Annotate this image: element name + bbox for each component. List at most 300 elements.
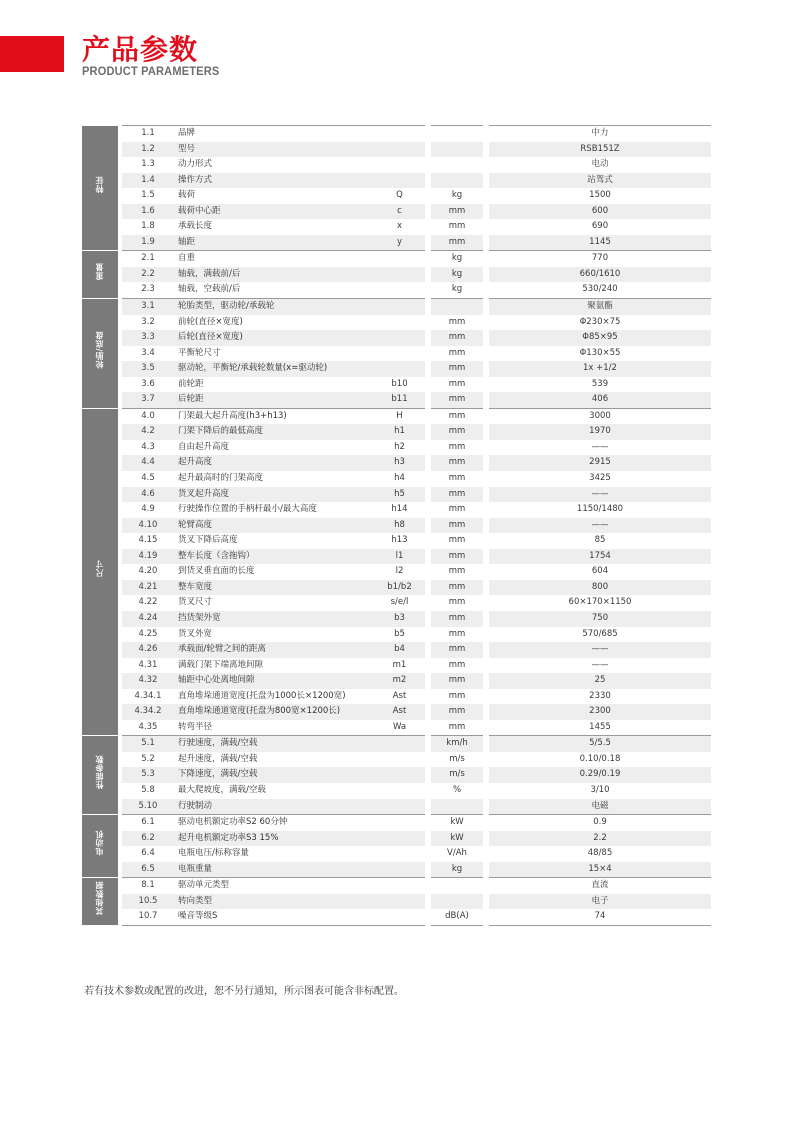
row-number: 4.19 — [122, 549, 174, 565]
row-parameter: 门架最大起升高度(h3+h13) — [174, 408, 374, 424]
row-number: 8.1 — [122, 878, 174, 894]
row-value: 3425 — [589, 473, 611, 484]
row-unit — [431, 157, 483, 173]
row-unit: mm — [448, 535, 466, 546]
table-row — [82, 471, 711, 487]
header-accent-bar — [0, 36, 64, 72]
row-unit: kg — [431, 862, 483, 878]
row-parameter: 整车长度（含拖钩） — [174, 549, 374, 565]
row-parameter: 后轮距 — [174, 392, 374, 408]
row-number: 1.8 — [141, 221, 155, 232]
row-symbol — [374, 767, 425, 783]
row-number: 5.3 — [122, 767, 174, 783]
row-value: 站驾式 — [489, 173, 711, 189]
row-value: 电子 — [489, 894, 711, 910]
row-symbol — [374, 799, 425, 815]
table-row — [82, 142, 711, 158]
row-value: 1x +1/2 — [489, 361, 711, 377]
row-value: 539 — [591, 378, 609, 389]
row-value: 406 — [489, 392, 711, 408]
table-row — [82, 157, 711, 173]
row-unit: mm — [431, 330, 483, 346]
row-parameter: 噪音等级S — [174, 909, 374, 925]
table-row — [82, 424, 711, 440]
table-row — [82, 815, 711, 831]
row-number: 4.34.1 — [134, 690, 162, 701]
row-parameter: 直角堆垛通道宽度(托盘为800宽×1200长) — [174, 704, 374, 720]
row-value: 530/240 — [582, 284, 618, 295]
row-parameter: 电瓶电压/标称容量 — [178, 848, 249, 859]
row-parameter: 行驶操作位置的手柄杆最小/最大高度 — [178, 504, 317, 515]
row-value: 15×4 — [489, 862, 711, 878]
row-unit — [431, 878, 483, 894]
table-row — [82, 720, 711, 736]
row-symbol: Ast — [374, 704, 425, 720]
row-parameter: 自由起升高度 — [178, 441, 230, 452]
table-row — [82, 611, 711, 627]
category-text: 其他数据 — [95, 881, 104, 916]
row-symbol: h14 — [391, 504, 408, 515]
row-value: 聚氨酯 — [489, 299, 711, 315]
row-parameter: 载荷 — [178, 190, 196, 201]
row-number: 4.2 — [122, 424, 174, 440]
table-row — [82, 752, 711, 768]
table-row — [82, 487, 711, 503]
row-symbol: b1/b2 — [374, 580, 425, 596]
row-symbol — [374, 783, 425, 799]
row-number: 2.3 — [141, 284, 155, 295]
row-number: 4.5 — [141, 473, 155, 484]
row-unit — [431, 173, 483, 189]
table-row — [82, 673, 711, 689]
row-unit: kg — [431, 267, 483, 283]
row-parameter: 动力形式 — [178, 159, 213, 170]
row-value: 0.10/0.18 — [579, 753, 621, 764]
row-unit: mm — [448, 347, 466, 358]
row-number: 4.32 — [122, 673, 174, 689]
row-symbol: l2 — [395, 566, 404, 577]
row-parameter: 到货叉垂直面的长度 — [178, 566, 255, 577]
row-number: 1.6 — [122, 204, 174, 220]
row-unit: mm — [448, 659, 466, 670]
row-symbol: h2 — [394, 441, 405, 452]
row-number: 3.6 — [141, 378, 155, 389]
row-symbol — [374, 831, 425, 847]
row-value: 570/685 — [582, 628, 618, 639]
table-row — [82, 909, 711, 925]
row-symbol — [374, 251, 425, 267]
table-row — [82, 315, 711, 331]
row-parameter: 轴载，空载前/后 — [178, 284, 241, 295]
row-unit: mm — [448, 316, 466, 327]
category-label — [82, 878, 118, 926]
row-value: 800 — [489, 580, 711, 596]
row-value: 660/1610 — [489, 267, 711, 283]
row-parameter: 轴载，满载前/后 — [174, 267, 374, 283]
table-row — [82, 846, 711, 862]
row-parameter: 转向类型 — [174, 894, 374, 910]
row-symbol: h5 — [374, 487, 425, 503]
row-unit: mm — [431, 235, 483, 251]
row-unit: mm — [431, 424, 483, 440]
row-value: 电动 — [591, 159, 609, 170]
row-number: 5.1 — [122, 736, 174, 752]
row-symbol — [374, 142, 425, 158]
row-value: 690 — [591, 221, 609, 232]
row-symbol — [374, 909, 425, 925]
row-symbol: h3 — [374, 455, 425, 471]
category-label — [82, 408, 118, 735]
row-number: 4.3 — [141, 441, 155, 452]
row-parameter: 电瓶重量 — [174, 862, 374, 878]
row-value: 2300 — [489, 704, 711, 720]
row-unit: mm — [431, 580, 483, 596]
table-row — [82, 595, 711, 611]
row-value: 604 — [591, 566, 609, 577]
row-symbol — [374, 846, 425, 862]
row-number: 4.21 — [122, 580, 174, 596]
row-parameter: 货叉起升高度 — [174, 487, 374, 503]
row-value: 1970 — [489, 424, 711, 440]
row-value: —— — [489, 487, 711, 503]
table-row — [82, 549, 711, 565]
row-symbol: h8 — [374, 518, 425, 534]
row-unit: mm — [431, 611, 483, 627]
row-parameter: 起升速度，满载/空载 — [178, 753, 258, 764]
table-row — [82, 502, 711, 518]
row-unit: mm — [431, 392, 483, 408]
row-unit: % — [452, 784, 462, 795]
row-parameter: 平衡轮尺寸 — [178, 347, 221, 358]
row-value: 电磁 — [489, 799, 711, 815]
row-unit: mm — [448, 504, 466, 515]
row-parameter: 下降速度，满载/空载 — [174, 767, 374, 783]
row-unit: mm — [431, 455, 483, 471]
row-value: Φ85×95 — [489, 330, 711, 346]
row-parameter: 轴距 — [174, 235, 374, 251]
row-number: 10.5 — [122, 894, 174, 910]
row-parameter: 载荷中心距 — [174, 204, 374, 220]
row-value: 74 — [489, 909, 711, 925]
row-value: —— — [591, 659, 609, 670]
row-value: 3000 — [489, 408, 711, 424]
table-row — [82, 299, 711, 315]
row-unit — [431, 299, 483, 315]
table-row — [82, 440, 711, 456]
row-parameter: 前轮(直径×宽度) — [178, 316, 243, 327]
row-parameter: 驱动轮，平衡轮/承载轮数量(x=驱动轮) — [174, 361, 374, 377]
row-symbol: y — [374, 235, 425, 251]
row-unit: mm — [448, 597, 466, 608]
row-value: 3/10 — [590, 784, 610, 795]
row-parameter: 轴距中心处离地间隙 — [174, 673, 374, 689]
row-parameter: 行驶制动 — [174, 799, 374, 815]
row-unit: mm — [448, 690, 466, 701]
table-row — [82, 627, 711, 643]
row-symbol: m1 — [392, 659, 407, 670]
row-value: 1150/1480 — [576, 504, 624, 515]
table-row — [82, 330, 711, 346]
row-symbol: Wa — [392, 721, 407, 732]
row-unit — [431, 142, 483, 158]
row-value: 1754 — [489, 549, 711, 565]
row-symbol — [374, 126, 425, 142]
row-number: 3.2 — [141, 316, 155, 327]
row-unit: mm — [431, 673, 483, 689]
row-unit: kg — [451, 190, 463, 201]
spec-table — [82, 125, 711, 926]
row-number: 10.7 — [122, 909, 174, 925]
row-parameter: 整车宽度 — [174, 580, 374, 596]
table-row — [82, 767, 711, 783]
row-value: 48/85 — [587, 848, 613, 859]
row-number: 1.9 — [122, 235, 174, 251]
row-symbol: b4 — [374, 642, 425, 658]
row-unit: km/h — [431, 736, 483, 752]
row-value: 85 — [594, 535, 606, 546]
table-row — [82, 204, 711, 220]
row-unit: mm — [431, 642, 483, 658]
row-symbol: h1 — [374, 424, 425, 440]
category-text: 特征 — [95, 176, 104, 194]
row-unit: mm — [431, 487, 483, 503]
table-row — [82, 282, 711, 298]
row-symbol — [374, 173, 425, 189]
row-number: 4.6 — [122, 487, 174, 503]
row-parameter: 门架下降后的最低高度 — [174, 424, 374, 440]
row-symbol: h4 — [394, 473, 405, 484]
category-label — [82, 299, 118, 409]
row-number: 1.3 — [141, 159, 155, 170]
row-symbol: b11 — [374, 392, 425, 408]
row-parameter: 行驶速度，满载/空载 — [174, 736, 374, 752]
row-value: —— — [489, 518, 711, 534]
row-value: 0.29/0.19 — [489, 767, 711, 783]
category-text: 尺寸 — [95, 560, 104, 578]
row-parameter: 起升高度 — [174, 455, 374, 471]
table-row — [82, 580, 711, 596]
footnote: 若有技术参数或配置的改进，恕不另行通知，所示图表可能含非标配置。 — [84, 986, 404, 997]
table-row — [82, 799, 711, 815]
row-parameter: 满载门架下端离地间隙 — [178, 659, 264, 670]
row-unit: mm — [448, 566, 466, 577]
row-number: 4.15 — [138, 535, 158, 546]
row-unit: m/s — [449, 753, 465, 764]
row-unit: kW — [431, 815, 483, 831]
category-text: 性能参数 — [95, 754, 104, 789]
row-parameter: 货叉下降后高度 — [178, 535, 238, 546]
row-parameter: 前轮距 — [178, 378, 204, 389]
row-number: 1.5 — [141, 190, 155, 201]
row-parameter: 最大爬坡度，满载/空载 — [178, 784, 266, 795]
row-parameter: 自重 — [174, 251, 374, 267]
row-value: 0.9 — [489, 815, 711, 831]
row-number: 3.1 — [122, 299, 174, 315]
row-number: 5.10 — [122, 799, 174, 815]
table-row — [82, 408, 711, 424]
category-label — [82, 126, 118, 251]
table-row — [82, 831, 711, 847]
page-title: 产品参数 — [82, 33, 199, 66]
row-symbol — [374, 315, 425, 331]
row-unit: mm — [431, 704, 483, 720]
row-symbol: b5 — [394, 628, 405, 639]
row-value: 750 — [489, 611, 711, 627]
row-unit: mm — [448, 221, 466, 232]
row-value: —— — [489, 642, 711, 658]
row-symbol — [374, 752, 425, 768]
row-symbol: b3 — [374, 611, 425, 627]
row-symbol — [374, 815, 425, 831]
row-number: 1.2 — [122, 142, 174, 158]
row-unit: dB(A) — [431, 909, 483, 925]
row-parameter: 驱动电机额定功率S2 60分钟 — [174, 815, 374, 831]
row-unit — [431, 894, 483, 910]
row-parameter: 货叉外宽 — [178, 628, 213, 639]
row-symbol: Ast — [392, 690, 407, 701]
row-unit: m/s — [431, 767, 483, 783]
row-symbol — [374, 299, 425, 315]
row-number: 2.2 — [122, 267, 174, 283]
row-symbol: l1 — [374, 549, 425, 565]
row-number: 4.0 — [122, 408, 174, 424]
row-parameter: 品牌 — [174, 126, 374, 142]
row-parameter: 轮臂高度 — [174, 518, 374, 534]
row-value: 1455 — [589, 721, 611, 732]
row-parameter: 起升电机额定功率S3 15% — [174, 831, 374, 847]
row-value: 1145 — [489, 235, 711, 251]
row-parameter: 挡货架外宽 — [174, 611, 374, 627]
table-row — [82, 188, 711, 204]
row-parameter: 轮胎类型，驱动轮/承载轮 — [174, 299, 374, 315]
table-row — [82, 689, 711, 705]
table-row — [82, 377, 711, 393]
table-row — [82, 878, 711, 894]
row-parameter: 转弯半径 — [178, 721, 213, 732]
row-symbol — [374, 736, 425, 752]
row-number: 6.5 — [122, 862, 174, 878]
row-parameter: 驱动单元类型 — [174, 878, 374, 894]
row-number: 3.4 — [141, 347, 155, 358]
row-value: 2.2 — [489, 831, 711, 847]
row-parameter: 起升最高时的门架高度 — [178, 473, 264, 484]
row-symbol: c — [374, 204, 425, 220]
row-symbol: x — [396, 221, 403, 232]
page-subtitle: PRODUCT PARAMETERS — [82, 64, 220, 78]
table-row — [82, 346, 711, 362]
row-number: 4.25 — [138, 628, 158, 639]
row-unit: mm — [431, 549, 483, 565]
row-unit: mm — [431, 361, 483, 377]
table-row — [82, 658, 711, 674]
category-text: 电动机 — [95, 830, 104, 856]
row-symbol: s/e/l — [390, 597, 409, 608]
row-value: 60×170×1150 — [568, 597, 632, 608]
table-row — [82, 235, 711, 251]
row-symbol — [374, 862, 425, 878]
row-symbol — [374, 878, 425, 894]
row-number: 1.4 — [122, 173, 174, 189]
row-parameter: 型号 — [174, 142, 374, 158]
row-number: 1.1 — [122, 126, 174, 142]
category-text: 重量 — [95, 262, 104, 280]
row-number: 2.1 — [122, 251, 174, 267]
row-unit: kg — [431, 251, 483, 267]
category-label — [82, 815, 118, 878]
row-number: 6.4 — [141, 848, 155, 859]
table-row — [82, 455, 711, 471]
table-row — [82, 894, 711, 910]
row-value: 770 — [489, 251, 711, 267]
row-value: 5/5.5 — [489, 736, 711, 752]
row-unit: kW — [431, 831, 483, 847]
row-value: 1500 — [589, 190, 611, 201]
row-value: 600 — [489, 204, 711, 220]
table-row — [82, 862, 711, 878]
row-symbol: Q — [396, 190, 403, 201]
row-number: 4.26 — [122, 642, 174, 658]
row-number: 6.1 — [122, 815, 174, 831]
row-value: Φ130×55 — [579, 347, 621, 358]
table-row — [82, 736, 711, 752]
row-symbol — [374, 330, 425, 346]
row-number: 4.20 — [138, 566, 158, 577]
row-value: 2330 — [589, 690, 611, 701]
table-row — [82, 173, 711, 189]
row-number: 4.10 — [122, 518, 174, 534]
row-value: —— — [591, 441, 609, 452]
row-unit: V/Ah — [447, 848, 467, 859]
row-value: 25 — [489, 673, 711, 689]
row-number: 3.3 — [122, 330, 174, 346]
row-parameter: 后轮(直径×宽度) — [174, 330, 374, 346]
row-unit: mm — [431, 204, 483, 220]
row-number: 5.8 — [141, 784, 155, 795]
row-parameter: 货叉尺寸 — [178, 597, 213, 608]
category-label — [82, 736, 118, 815]
row-symbol — [374, 157, 425, 173]
row-symbol: m2 — [374, 673, 425, 689]
row-value: Φ230×75 — [579, 316, 621, 327]
table-row — [82, 219, 711, 235]
table-row — [82, 361, 711, 377]
table-row — [82, 564, 711, 580]
table-row — [82, 783, 711, 799]
table-row — [82, 642, 711, 658]
row-unit — [431, 799, 483, 815]
row-unit: mm — [448, 473, 466, 484]
row-symbol — [374, 282, 425, 298]
row-symbol: h13 — [391, 535, 408, 546]
row-number: 5.2 — [141, 753, 155, 764]
row-symbol — [374, 346, 425, 362]
row-number: 4.4 — [122, 455, 174, 471]
row-value: 中力 — [489, 126, 711, 142]
row-symbol: b10 — [391, 378, 408, 389]
table-row — [82, 518, 711, 534]
row-number: 3.7 — [122, 392, 174, 408]
row-unit: mm — [448, 441, 466, 452]
row-value: RSB151Z — [489, 142, 711, 158]
table-row — [82, 533, 711, 549]
row-unit: kg — [451, 284, 463, 295]
row-unit: mm — [431, 518, 483, 534]
row-symbol: H — [374, 408, 425, 424]
row-value: 直流 — [489, 878, 711, 894]
row-unit — [431, 126, 483, 142]
row-parameter: 直角堆垛通道宽度(托盘为1000长×1200宽) — [178, 690, 346, 701]
category-label — [82, 251, 118, 299]
